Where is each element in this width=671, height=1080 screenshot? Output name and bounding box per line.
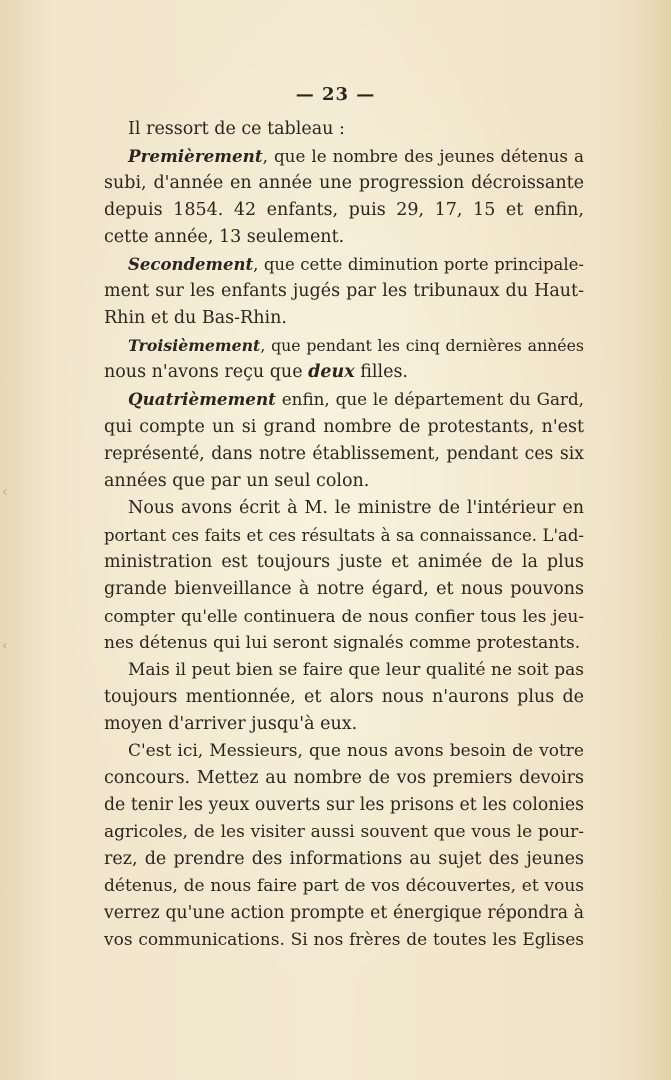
emphasis-word: Troisièmement bbox=[128, 336, 261, 356]
text-line: Rhin et du Bas-Rhin. bbox=[104, 308, 287, 329]
text-line: agricoles, de les visiter aussi souvent que vous le pour- bbox=[104, 822, 584, 843]
text-line: de tenir les yeux ouverts sur les prisons et les colonies bbox=[104, 795, 584, 816]
text-line: années que par un seul colon. bbox=[104, 470, 370, 491]
text-line: concours. Mettez au nombre de vos premiers devoirs bbox=[104, 768, 584, 789]
text-line: depuis 1854. 42 enfants, puis 29, 17, 15 et enfin, bbox=[104, 200, 584, 221]
text-line: détenus, de nous faire part de vos découvertes, et vous bbox=[104, 876, 584, 897]
text-fragment: enfin, que le département du Gard, bbox=[275, 389, 584, 410]
text-line: moyen d'arriver jusqu'à eux. bbox=[104, 714, 358, 735]
text-line bbox=[104, 332, 584, 359]
text-fragment: filles. bbox=[354, 362, 408, 383]
text-line bbox=[104, 251, 584, 278]
text-line: vos communications. Si nos frères de toutes les Eglises bbox=[104, 930, 584, 951]
text-line: portant ces faits et ces résultats à sa connaissance. L'ad- bbox=[104, 525, 584, 545]
text-line: ment sur les enfants jugés par les tribunaux du Haut- bbox=[104, 281, 584, 302]
text-line bbox=[104, 359, 584, 386]
page-number: — 23 — bbox=[295, 84, 376, 105]
emphasis-word: Secondement bbox=[128, 255, 254, 275]
margin-mark: ‹ bbox=[2, 638, 8, 654]
text-line: cette année, 13 seulement. bbox=[104, 227, 345, 248]
emphasis-word: Quatrièmement bbox=[128, 389, 276, 410]
text-line bbox=[104, 143, 584, 170]
text-line: compter qu'elle continuera de nous confier tous les jeu- bbox=[104, 605, 584, 626]
text-fragment: , que pendant les cinq dernières années bbox=[260, 336, 584, 356]
text-fragment: , que le nombre des jeunes détenus a bbox=[262, 146, 584, 167]
text-line: rez, de prendre des informations au sujet des jeunes bbox=[104, 849, 584, 870]
text-line: Mais il peut bien se faire que leur qualité ne soit pas bbox=[128, 659, 584, 680]
text-fragment: , que cette diminution porte principale- bbox=[253, 255, 584, 275]
text-line: toujours mentionnée, et alors nous n'aurons plus de bbox=[104, 686, 584, 707]
text-line bbox=[104, 386, 584, 413]
body-text bbox=[104, 116, 584, 954]
text-line: C'est ici, Messieurs, que nous avons besoin de votre bbox=[128, 741, 584, 762]
text-line: Nous avons écrit à M. le ministre de l'intérieur en bbox=[128, 497, 584, 518]
emphasis-word: deux bbox=[308, 362, 355, 383]
text-line: représenté, dans notre établissement, pendant ces six bbox=[104, 443, 584, 464]
text-fragment: nous n'avons reçu que bbox=[104, 362, 309, 383]
emphasis-word: Premièrement bbox=[128, 146, 263, 167]
text-line: subi, d'année en année une progression décroissante bbox=[104, 173, 584, 194]
text-line: grande bienveillance à notre égard, et nous pouvons bbox=[104, 578, 584, 599]
text-line: nes détenus qui lui seront signalés comme protestants. bbox=[104, 632, 581, 653]
text-line: Il ressort de ce tableau : bbox=[128, 119, 345, 139]
text-line: verrez qu'une action prompte et énergique répondra à bbox=[104, 903, 584, 924]
text-line: qui compte un si grand nombre de protestants, n'est bbox=[104, 416, 584, 437]
margin-mark: ‹ bbox=[2, 484, 8, 500]
text-line: ministration est toujours juste et animée de la plus bbox=[104, 551, 584, 572]
